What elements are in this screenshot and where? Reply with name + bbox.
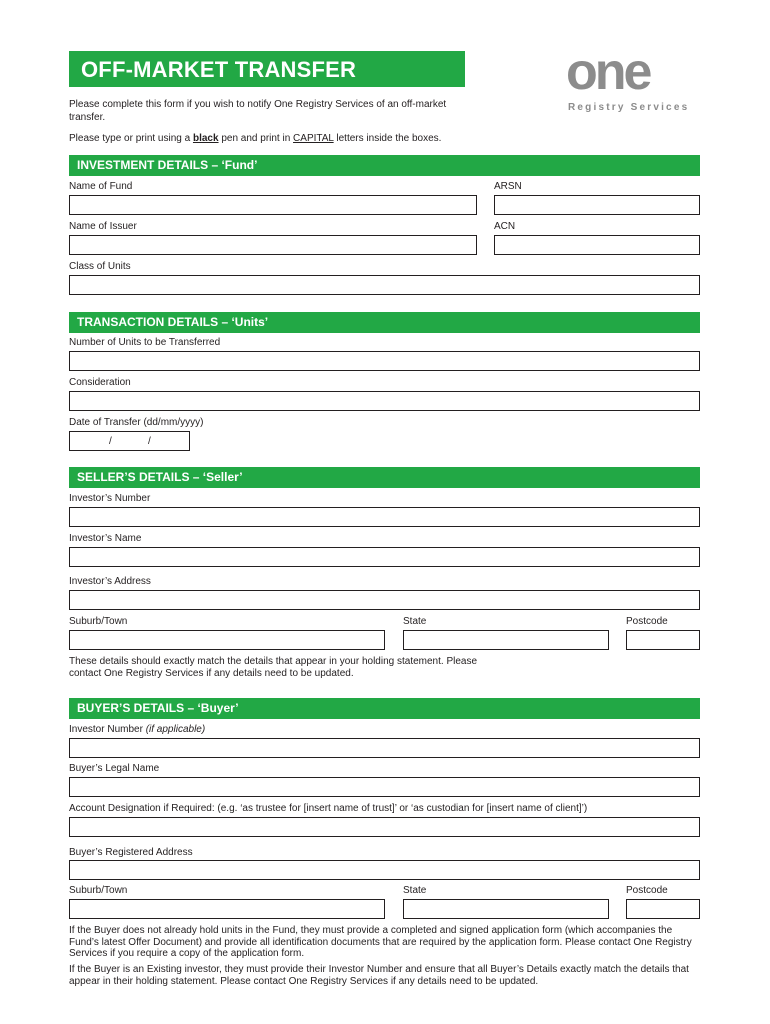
seller-address-field[interactable] [69, 590, 700, 610]
name-of-fund-field[interactable] [69, 195, 477, 215]
label-buyer-suburb: Suburb/Town [69, 885, 128, 896]
buyer-address-field[interactable] [69, 860, 700, 880]
buyer-state-field[interactable] [403, 899, 609, 919]
buyer-suburb-field[interactable] [69, 899, 385, 919]
seller-postcode-field[interactable] [626, 630, 700, 650]
seller-suburb-field[interactable] [69, 630, 385, 650]
label-buyer-number: Investor Number (if applicable) [69, 724, 206, 735]
intro-text: Please complete this form if you wish to notify One Registry Services of an off-market transfer. [69, 99, 447, 123]
date-separator: / [109, 436, 112, 447]
label-buyer-state: State [403, 885, 427, 896]
seller-number-field[interactable] [69, 507, 700, 527]
label-seller-suburb: Suburb/Town [69, 616, 128, 627]
label-name-of-fund: Name of Fund [69, 181, 133, 192]
label-seller-postcode: Postcode [626, 616, 668, 627]
section-transaction-heading: TRANSACTION DETAILS – ‘Units’ [69, 312, 700, 333]
section-buyer-heading: BUYER’S DETAILS – ‘Buyer’ [69, 698, 700, 719]
buyer-note-new: If the Buyer does not already hold units in the Fund, they must provide a completed and signed application form (which accompanies the Fund’s latest Offer Document) and provide all identification documents that are required by the application form. Please contact One Registry Services if you require a copy of the application form. [69, 925, 692, 959]
class-of-units-field[interactable] [69, 275, 700, 295]
intro-instructions: Please type or print using a black pen and print in CAPITAL letters inside the boxes. [69, 133, 442, 144]
buyer-number-field[interactable] [69, 738, 700, 758]
units-field[interactable] [69, 351, 700, 371]
logo-subtitle: Registry Services [568, 102, 690, 113]
label-seller-address: Investor’s Address [69, 576, 151, 587]
label-seller-name: Investor’s Name [69, 533, 142, 544]
label-consideration: Consideration [69, 377, 131, 388]
label-class-of-units: Class of Units [69, 261, 131, 272]
date-separator: / [148, 436, 151, 447]
buyer-legal-name-field[interactable] [69, 777, 700, 797]
seller-note: These details should exactly match the details that appear in your holding statement. Please contact One Registry Services if any details need to be updated. [69, 656, 478, 679]
label-name-of-issuer: Name of Issuer [69, 221, 137, 232]
account-designation-field[interactable] [69, 817, 700, 837]
label-units: Number of Units to be Transferred [69, 337, 221, 348]
consideration-field[interactable] [69, 391, 700, 411]
label-date-of-transfer: Date of Transfer (dd/mm/yyyy) [69, 417, 204, 428]
one-logo: one [566, 43, 650, 101]
label-seller-number: Investor’s Number [69, 493, 151, 504]
buyer-postcode-field[interactable] [626, 899, 700, 919]
form-title: OFF-MARKET TRANSFER [69, 51, 465, 87]
seller-name-field[interactable] [69, 547, 700, 567]
buyer-note-existing: If the Buyer is an Existing investor, they must provide their Investor Number and ensure that all Buyer’s Details exactly match the details that appear in their holding statement. Please contact One Registry Services if any details need to be updated. [69, 964, 689, 987]
acn-field[interactable] [494, 235, 700, 255]
label-buyer-address: Buyer’s Registered Address [69, 847, 193, 858]
label-buyer-postcode: Postcode [626, 885, 668, 896]
label-seller-state: State [403, 616, 427, 627]
label-acn: ACN [494, 221, 516, 232]
date-of-transfer-field[interactable] [69, 431, 190, 451]
arsn-field[interactable] [494, 195, 700, 215]
name-of-issuer-field[interactable] [69, 235, 477, 255]
section-seller-heading: SELLER’S DETAILS – ‘Seller’ [69, 467, 700, 488]
label-arsn: ARSN [494, 181, 522, 192]
label-buyer-legal-name: Buyer’s Legal Name [69, 763, 160, 774]
seller-state-field[interactable] [403, 630, 609, 650]
section-investment-heading: INVESTMENT DETAILS – ‘Fund’ [69, 155, 700, 176]
label-account-designation: Account Designation if Required: (e.g. ‘as trustee for [insert name of trust]’ or ‘as custodian for [insert name of client]’) [69, 803, 588, 814]
